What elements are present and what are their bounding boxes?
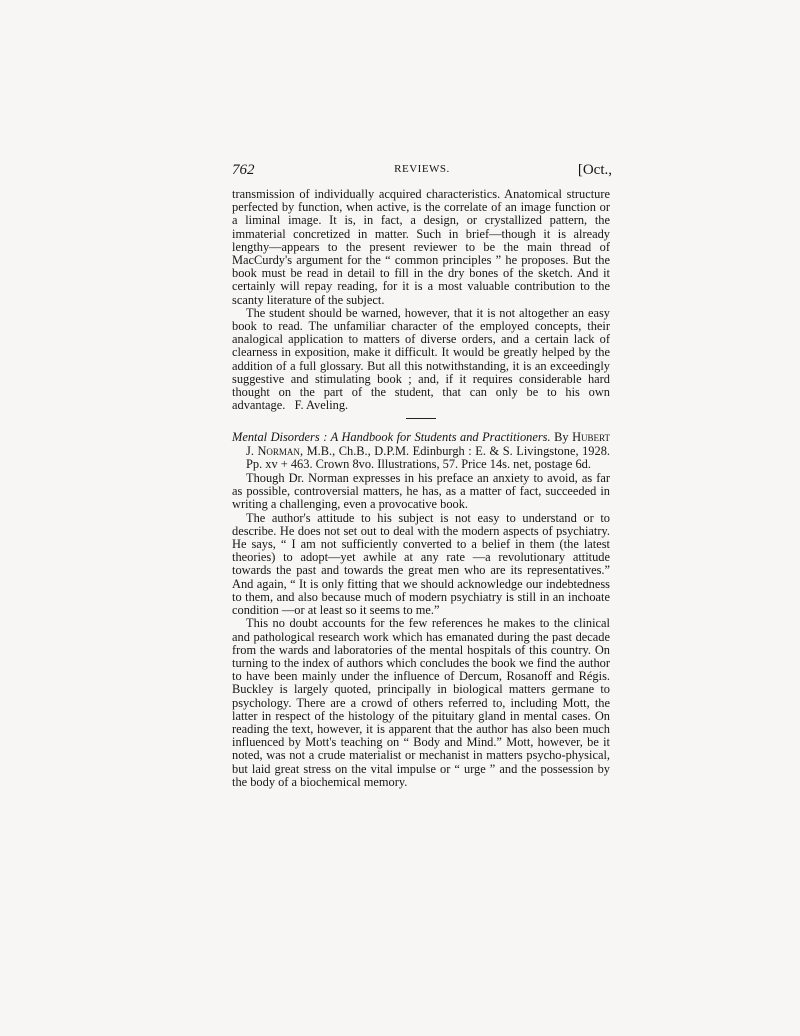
reviewer-signature: F. Aveling. [294, 398, 349, 413]
prior-review-paragraph-2 [232, 307, 610, 413]
section-divider [406, 418, 436, 419]
book-details: , M.B., Ch.B., D.P.M. Edinburgh : E. & S. Livingstone, 1928. Pp. xv + 463. Crown 8vo. Illustrations, 57. Price 14s. net, postage 6d. [246, 443, 610, 471]
issue-date: [Oct., [577, 162, 612, 178]
book-citation [232, 431, 610, 471]
review-paragraph-3: This no doubt accounts for the few references he makes to the clinical and pathological research work which has emanated during the past decade from the wards and laboratories of the mental hospitals of this country. On turning to the index of authors which concludes the book we find the author to have been mainly under the influence of Dercum, Rosanoff and Régis. Buckley is largely quoted, principally in biological matters germane to psychology. There are a crowd of others referred to, including Mott, the latter in respect of the histology of the pituitary gland in mental cases. On reading the text, however, it is apparent that the author has also been much influenced by Mott's teaching on “ Body and Mind.” Mott, however, be it noted, was not a crude materialist or mechanist in matters psycho-physical, but laid great stress on the vital impulse or “ urge ” and the possession by the body of a biochemical memory. [232, 616, 610, 789]
book-author: Hubert J. Norman [246, 430, 610, 458]
page-body [232, 188, 610, 789]
book-title: Mental Disorders : A Handbook for Students and Practitioners. [232, 430, 551, 445]
prior-review-paragraph-1: transmission of individually acquired characteristics. Anatomical structure perfected by function, when active, is the correlate of an image function or a liminal image. It is, in fact, a design, or crystallized pattern, the immaterial concretized in matter. Such in brief—though it is already lengthy—appears to the present reviewer to be the main thread of MacCurdy's argument for the “ common principles ” he proposes. But the book must be read in detail to fill in the dry bones of the sketch. And it certainly will repay reading, for it is a most valuable contribution to the scanty literature of the subject. [232, 187, 610, 307]
prior-review-paragraph-2-text: The student should be warned, however, that it is not altogether an easy book to read. The unfamiliar character of the employed concepts, their analogical application to matters of diverse orders, and a certain lack of clearness in exposition, make it difficult. It would be greatly helped by the addition of a full glossary. But all this notwithstanding, it is an exceedingly suggestive and stimulating book ; and, if it requires considerable hard thought on the part of the student, that can only be to his own advantage. [232, 305, 610, 413]
page-number: 762 [232, 162, 255, 178]
running-title: REVIEWS. [394, 163, 450, 175]
review-paragraph-1: Though Dr. Norman expresses in his preface an anxiety to avoid, as far as possible, controversial matters, he has, as a matter of fact, succeeded in writing a challenging, even a provocative book. [232, 471, 610, 512]
page-header [232, 162, 612, 182]
citation-by: By [554, 430, 569, 445]
review-paragraph-2: The author's attitude to his subject is not easy to understand or to describe. He does not set out to deal with the modern aspects of psychiatry. He says, “ I am not sufficiently converted to a belief in them (the latest theories) to adopt—yet awhile at any rate —a revolutionary attitude towards the past and towards the great men who are its representatives.” And again, “ It is only fitting that we should acknowledge our indebtedness to them, and also because much of modern psychiatry is still in an inchoate condition —or at least so it seems to me.” [232, 510, 610, 618]
